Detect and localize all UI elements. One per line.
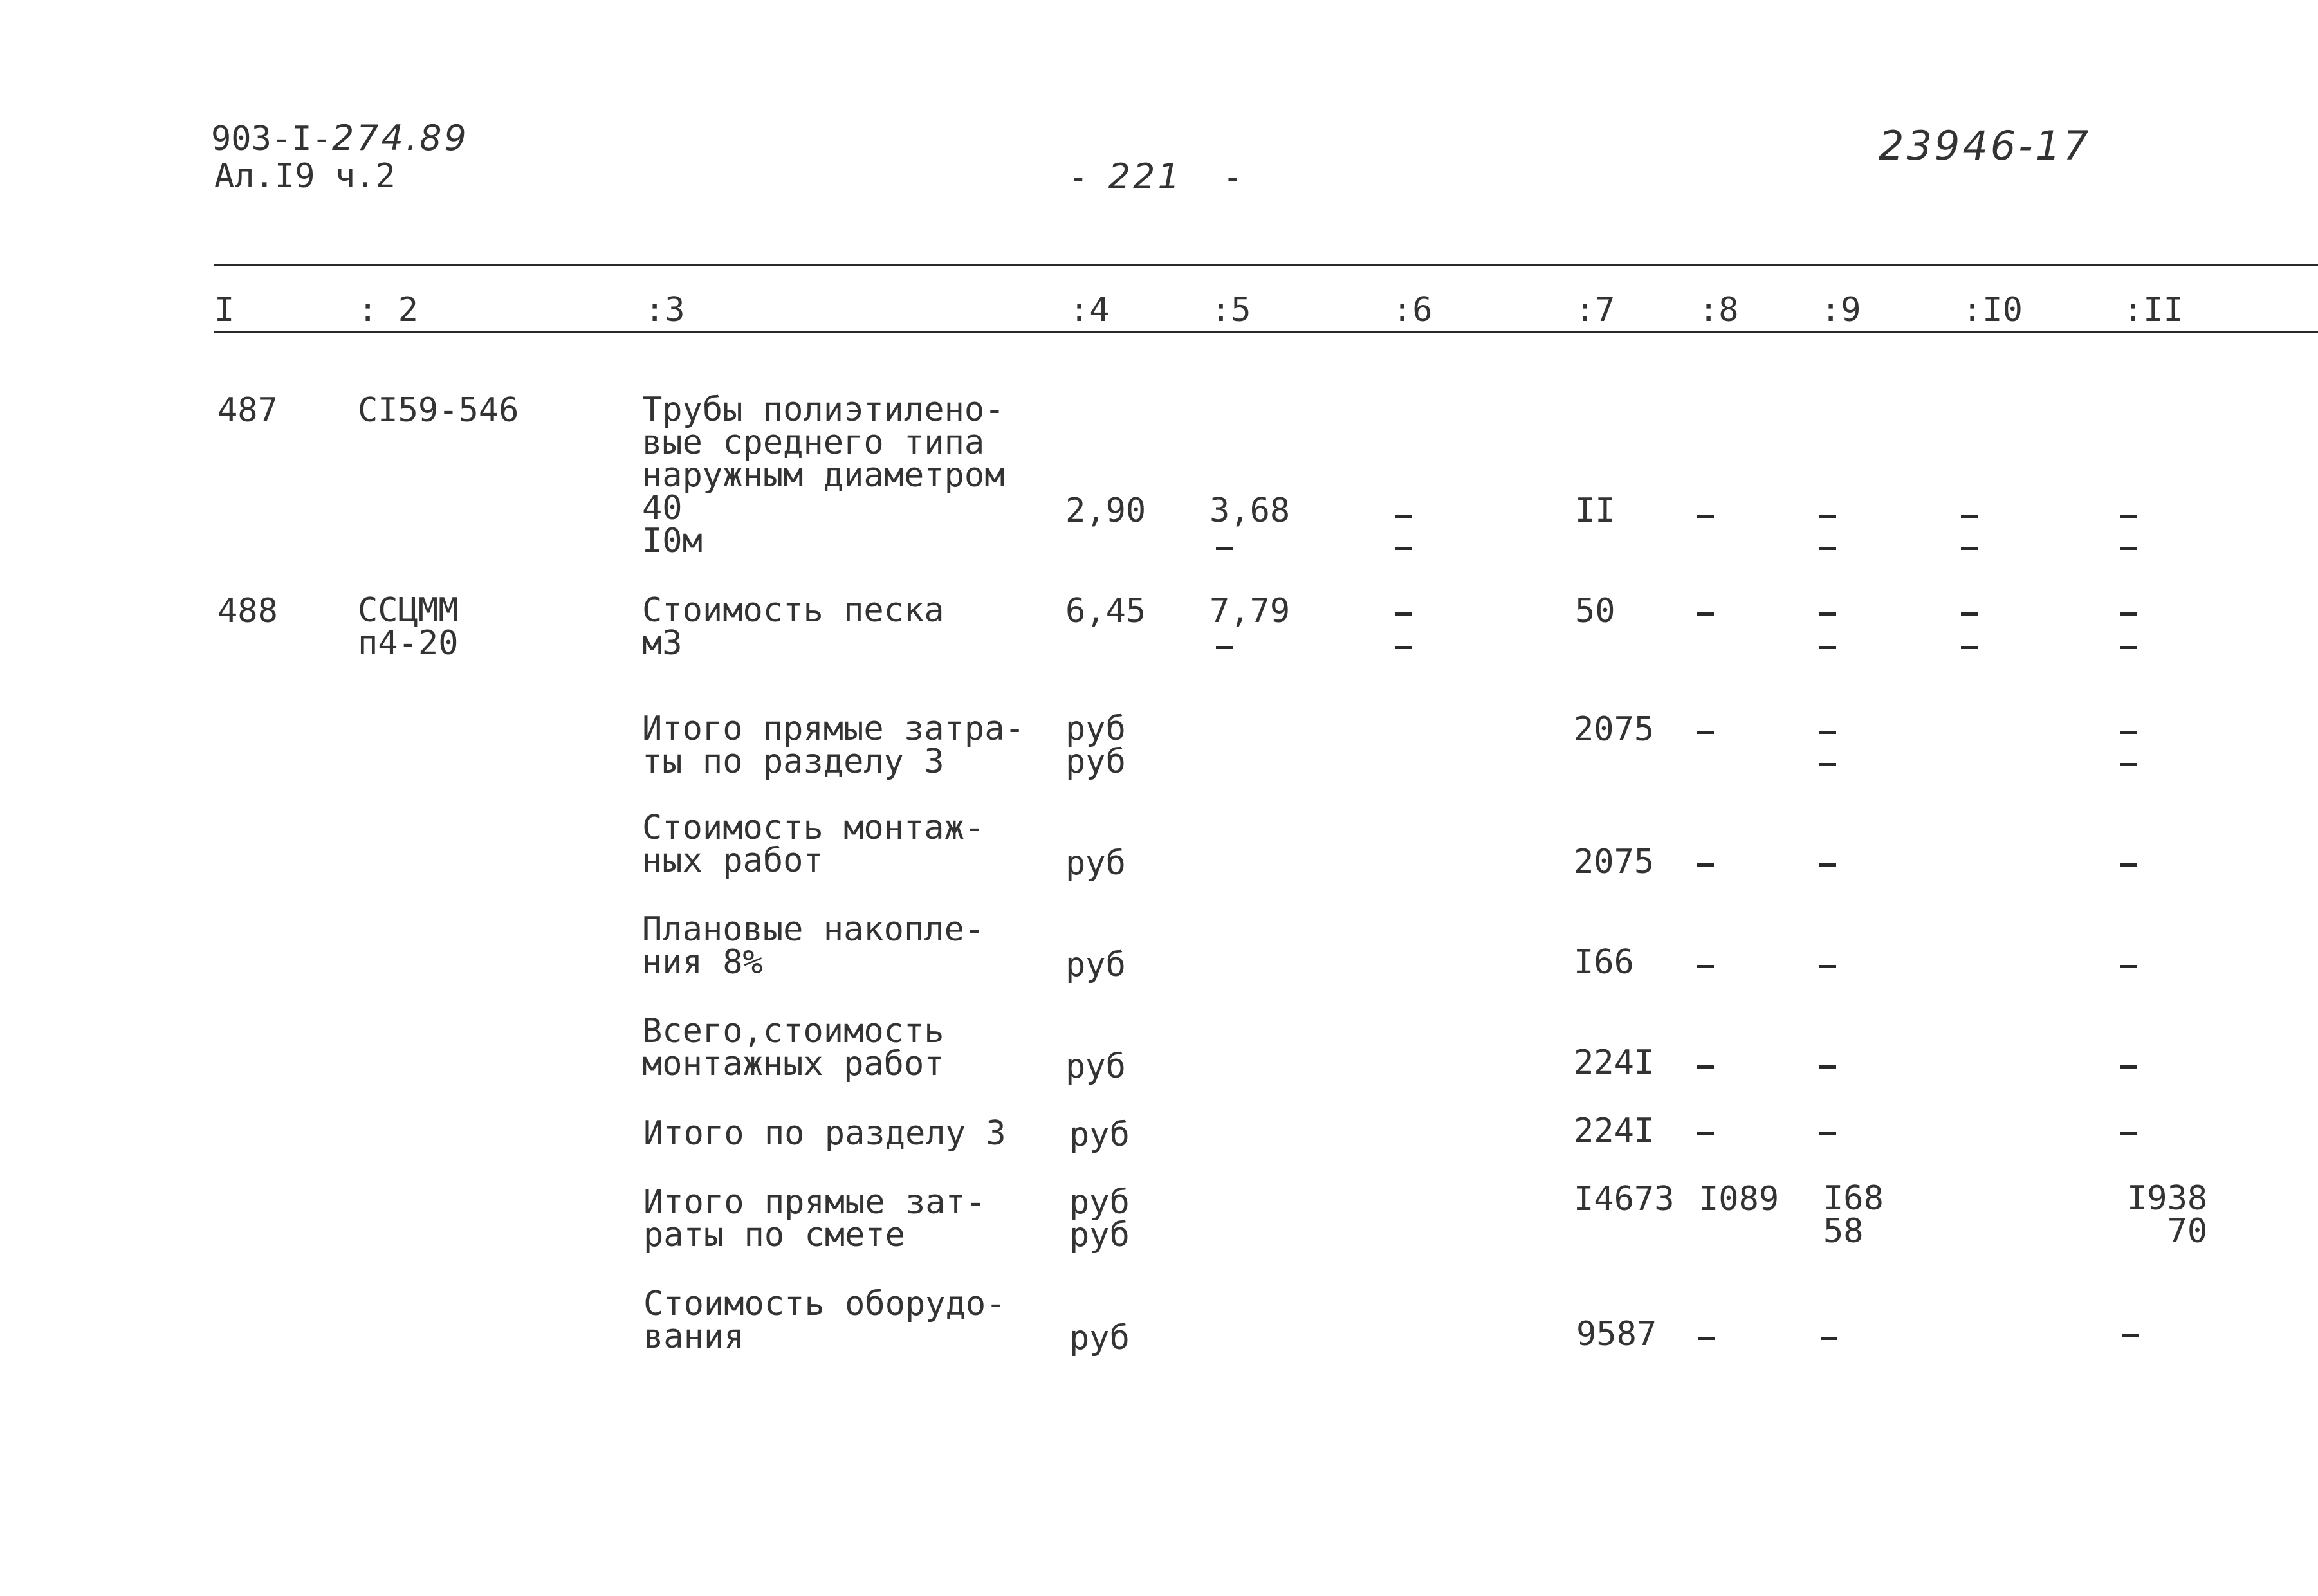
summary-section-3-total-col7: 224I xyxy=(1574,1112,1655,1150)
row-487-code: CI59-546 xyxy=(358,391,519,430)
dash-mark xyxy=(1819,547,1836,550)
dash-mark xyxy=(1697,731,1714,734)
dash-mark xyxy=(2120,731,2137,734)
row-488-code: ССЦММ п4-20 xyxy=(358,591,459,663)
table-header-bottom-rule xyxy=(214,331,2318,333)
dash-mark xyxy=(1819,1065,1836,1069)
row-488-name: Стоимость песка м3 xyxy=(642,591,944,663)
dash-mark xyxy=(2120,547,2137,550)
dash-mark xyxy=(1697,1065,1714,1069)
dash-mark xyxy=(1697,612,1714,616)
dash-mark xyxy=(1821,1337,1837,1340)
dash-mark xyxy=(2120,1065,2137,1069)
dash-mark xyxy=(1395,515,1412,518)
dash-mark xyxy=(1819,763,1836,766)
column-header-4: :4 xyxy=(1069,291,1110,329)
dash-mark xyxy=(2120,612,2137,616)
summary-direct-costs-estimate: Итого прямые зат- раты по смете xyxy=(643,1183,986,1254)
column-header-5: :5 xyxy=(1211,291,1251,329)
dash-mark xyxy=(1819,1132,1836,1135)
dash-mark xyxy=(2122,1334,2139,1337)
dash-mark xyxy=(1697,965,1714,968)
dash-mark xyxy=(1395,646,1412,649)
summary-equipment-cost-col7: 9587 xyxy=(1576,1315,1657,1353)
page-number xyxy=(1068,156,1243,197)
dash-mark xyxy=(1819,612,1836,616)
document-code-handwritten: 274.89 xyxy=(331,118,469,158)
album-part-label: Ал.I9 ч.2 xyxy=(214,157,396,196)
summary-direct-costs-estimate-col8: I089 xyxy=(1698,1180,1780,1218)
dash-mark xyxy=(2120,515,2137,518)
summary-direct-costs-estimate-unit: руб руб xyxy=(1069,1183,1130,1254)
row-487-name: Трубы полиэтилено- вые среднего типа наружным диаметром 40 I0м xyxy=(642,390,1005,560)
column-header-7: :7 xyxy=(1575,291,1615,329)
dash-mark xyxy=(1697,863,1714,867)
document-code xyxy=(211,118,469,158)
dash-mark xyxy=(1698,1337,1715,1340)
row-487-col5: 3,68 xyxy=(1210,491,1291,530)
page-dash-right: - xyxy=(1222,158,1243,197)
summary-planned-savings-col7: I66 xyxy=(1574,943,1634,982)
summary-installation-cost: Стоимость монтаж- ных работ xyxy=(642,809,985,880)
row-487-col7: II xyxy=(1575,491,1615,530)
summary-planned-savings: Плановые накопле- ния 8% xyxy=(642,910,985,982)
summary-direct-costs-estimate-col9: I68 58 xyxy=(1823,1179,1884,1251)
dash-mark xyxy=(2120,965,2137,968)
row-487-col4: 2,90 xyxy=(1065,491,1146,530)
dash-mark xyxy=(1819,965,1836,968)
summary-total-installation-cost-unit: руб xyxy=(1065,1047,1126,1086)
row-487-number: 487 xyxy=(217,391,278,430)
summary-installation-cost-unit: руб xyxy=(1065,844,1126,883)
page-dash-left: - xyxy=(1068,158,1089,197)
column-header-10: :I0 xyxy=(1962,291,2023,329)
dash-mark xyxy=(1819,863,1836,867)
row-488-col5: 7,79 xyxy=(1210,592,1291,630)
summary-planned-savings-unit: руб xyxy=(1065,946,1126,984)
row-488-col4: 6,45 xyxy=(1065,592,1146,630)
summary-total-installation-cost: Всего,стоимость монтажных работ xyxy=(642,1012,944,1083)
row-488-number: 488 xyxy=(217,592,278,630)
table-top-rule xyxy=(214,264,2318,266)
stamp-number: 23946-17 xyxy=(1879,122,2092,169)
dash-mark xyxy=(1819,731,1836,734)
dash-mark xyxy=(1819,515,1836,518)
dash-mark xyxy=(1697,1132,1714,1135)
dash-mark xyxy=(2120,1132,2137,1135)
dash-mark xyxy=(1395,547,1412,550)
dash-mark xyxy=(1395,612,1412,616)
row-488-col7: 50 xyxy=(1575,592,1615,630)
document-code-typed: 903-I- xyxy=(211,120,332,158)
summary-direct-costs-section-3: Итого прямые затра- ты по разделу 3 xyxy=(642,710,1025,781)
dash-mark xyxy=(2120,863,2137,867)
page-number-handwritten: 221 xyxy=(1108,156,1182,197)
dash-mark xyxy=(1961,646,1978,649)
column-header-8: :8 xyxy=(1698,291,1739,329)
dash-mark xyxy=(1216,547,1233,550)
summary-direct-costs-estimate-col7: I4673 xyxy=(1574,1180,1675,1218)
dash-mark xyxy=(1961,515,1978,518)
summary-installation-cost-col7: 2075 xyxy=(1574,843,1655,881)
summary-section-3-total-unit: руб xyxy=(1069,1115,1130,1154)
column-header-3: :3 xyxy=(645,291,685,329)
column-header-9: :9 xyxy=(1821,291,1861,329)
column-header-11: :II xyxy=(2123,291,2184,329)
summary-section-3-total: Итого по разделу 3 xyxy=(643,1114,1006,1153)
dash-mark xyxy=(1697,515,1714,518)
dash-mark xyxy=(2120,646,2137,649)
column-header-1: I xyxy=(214,291,235,329)
summary-equipment-cost-unit: руб xyxy=(1069,1319,1130,1357)
dash-mark xyxy=(2120,763,2137,766)
column-header-6: :6 xyxy=(1392,291,1433,329)
summary-direct-costs-section-3-unit: руб руб xyxy=(1065,710,1126,781)
summary-direct-costs-section-3-col7: 2075 xyxy=(1574,710,1655,749)
dash-mark xyxy=(1819,646,1836,649)
summary-equipment-cost: Стоимость оборудо- вания xyxy=(643,1285,1006,1356)
dash-mark xyxy=(1961,547,1978,550)
dash-mark xyxy=(1216,646,1233,649)
summary-direct-costs-estimate-col11: I938 70 xyxy=(2127,1179,2208,1251)
column-header-2: : 2 xyxy=(358,291,418,329)
dash-mark xyxy=(1961,612,1978,616)
summary-total-installation-cost-col7: 224I xyxy=(1574,1043,1655,1082)
